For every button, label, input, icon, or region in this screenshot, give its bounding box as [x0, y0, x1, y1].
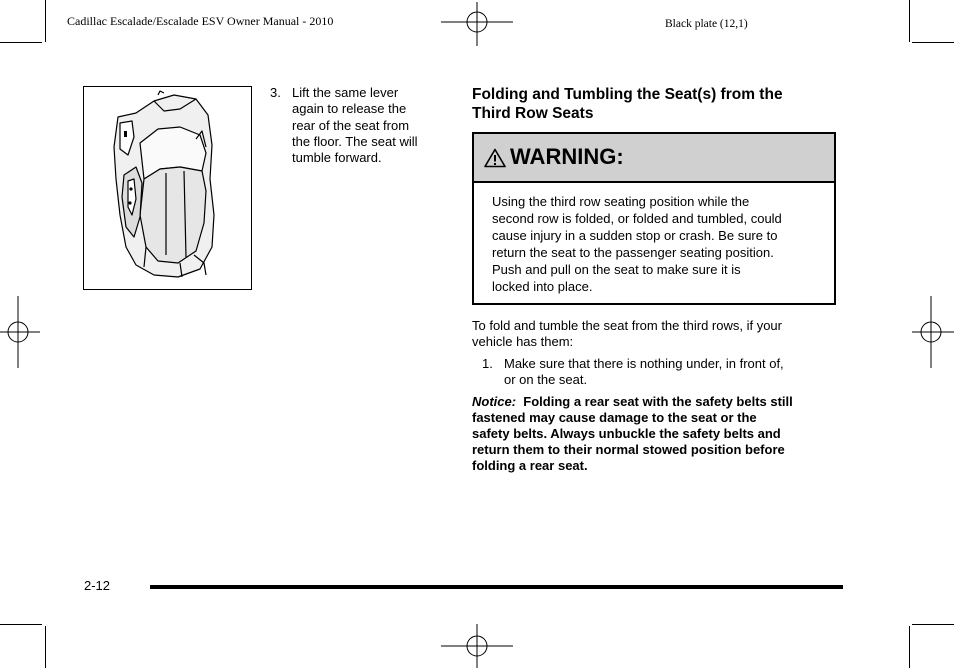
notice-text-line: Folding a rear seat with the safety belts still: [523, 394, 793, 409]
warning-text-line: Push and pull on the seat to make sure it is: [492, 261, 741, 277]
registration-mark-icon: [441, 624, 513, 668]
seat-tumble-icon: [84, 87, 251, 289]
crop-mark: [0, 624, 42, 625]
crop-mark: [0, 42, 42, 43]
page-header-title: Cadillac Escalade/Escalade ESV Owner Manual - 2010: [67, 14, 334, 28]
warning-text-line: locked into place.: [492, 278, 593, 294]
step-text-line: the floor. The seat will: [292, 133, 418, 149]
step-text-line: or on the seat.: [504, 372, 588, 388]
warning-header: [474, 134, 834, 183]
page-number: 2-12: [84, 578, 111, 593]
step-text-line: tumble forward.: [292, 150, 382, 166]
notice-text-line: folding a rear seat.: [472, 458, 588, 474]
crop-mark: [45, 626, 46, 668]
step-text-line: rear of the seat from: [292, 117, 410, 133]
notice-text-line: return them to their normal stowed position before: [472, 442, 785, 458]
step-text-line: again to release the: [292, 101, 407, 117]
crop-mark: [912, 624, 954, 625]
page-header-plate: Black plate (12,1): [665, 18, 748, 30]
step-1: [482, 356, 842, 390]
section-title-line: Folding and Tumbling the Seat(s) from the: [472, 86, 783, 103]
warning-text-line: return the seat to the passenger seating position.: [492, 244, 774, 260]
warning-text-line: second row is folded, or folded and tumbled, could: [492, 210, 782, 226]
registration-mark-icon: [0, 296, 40, 368]
seat-tumble-illustration: [83, 86, 252, 290]
warning-box: [472, 132, 836, 305]
crop-mark: [912, 42, 954, 43]
warning-text: [492, 194, 826, 295]
step-number: 1.: [482, 356, 493, 371]
step-number: 3.: [270, 85, 281, 100]
footer-rule: [150, 585, 843, 589]
notice-label: Notice:: [472, 394, 517, 409]
registration-mark-icon: [912, 296, 954, 368]
warning-text-line: Using the third row seating position while the: [492, 194, 750, 209]
crop-mark: [909, 626, 910, 668]
step-3: [270, 85, 450, 169]
step-text-line: Make sure that there is nothing under, in front of,: [504, 356, 784, 371]
warning-triangle-icon: [484, 148, 506, 168]
crop-mark: [45, 0, 46, 42]
warning-text-line: cause injury in a sudden stop or crash. Be sure to: [492, 227, 778, 243]
crop-mark: [909, 0, 910, 42]
notice-paragraph: [472, 394, 842, 474]
registration-mark-icon: [441, 2, 513, 46]
intro-paragraph: [472, 318, 838, 351]
section-title: [472, 85, 842, 123]
section-title-line: Third Row Seats: [472, 105, 594, 122]
warning-title: WARNING:: [510, 144, 624, 169]
paragraph-line: vehicle has them:: [472, 334, 574, 350]
notice-text-line: fastened may cause damage to the seat or the: [472, 410, 757, 426]
notice-text-line: safety belts. Always unbuckle the safety belts and: [472, 426, 781, 442]
paragraph-line: To fold and tumble the seat from the third rows, if your: [472, 318, 782, 333]
step-text-line: Lift the same lever: [292, 85, 399, 100]
